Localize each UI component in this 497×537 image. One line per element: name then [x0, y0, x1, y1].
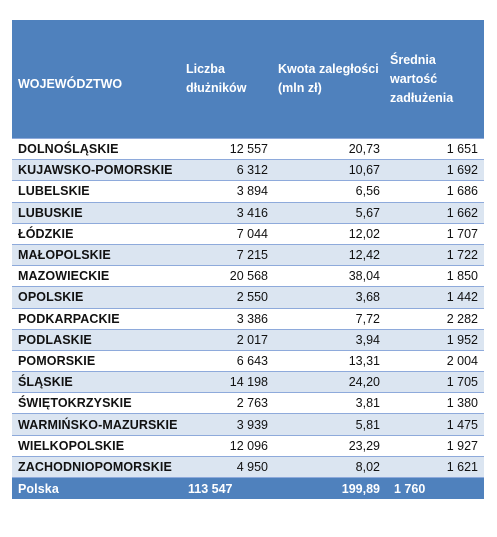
voivodeship-name: LUBUSKIE	[12, 202, 182, 223]
debtor-count: 3 416	[182, 202, 274, 223]
total-debtor-count: 113 547	[182, 478, 274, 500]
arrears-amount: 3,94	[274, 329, 386, 350]
arrears-amount: 8,02	[274, 456, 386, 477]
average-debt: 1 651	[386, 139, 484, 160]
table-row	[12, 160, 484, 181]
debtor-count: 12 557	[182, 139, 274, 160]
arrears-amount: 3,81	[274, 393, 386, 414]
voivodeship-name: WIELKOPOLSKIE	[12, 435, 182, 456]
debtor-count: 7 044	[182, 223, 274, 244]
table-row	[12, 202, 484, 223]
voivodeship-name: LUBELSKIE	[12, 181, 182, 202]
table-row	[12, 414, 484, 435]
column-header-average-debt	[386, 20, 484, 139]
column-header-label: Liczba dłużników	[186, 62, 247, 95]
voivodeship-name: MAŁOPOLSKIE	[12, 244, 182, 265]
total-row	[12, 478, 484, 500]
voivodeship-name: WARMIŃSKO-MAZURSKIE	[12, 414, 182, 435]
average-debt: 2 004	[386, 350, 484, 371]
table-row	[12, 139, 484, 160]
table-row	[12, 287, 484, 308]
table-row	[12, 308, 484, 329]
column-header-debtor-count	[182, 20, 274, 139]
average-debt: 1 952	[386, 329, 484, 350]
debtor-count: 3 894	[182, 181, 274, 202]
debtor-count: 2 017	[182, 329, 274, 350]
total-average-debt: 1 760	[386, 478, 484, 500]
voivodeship-name: KUJAWSKO-POMORSKIE	[12, 160, 182, 181]
arrears-amount: 7,72	[274, 308, 386, 329]
debtor-count: 3 386	[182, 308, 274, 329]
arrears-amount: 38,04	[274, 266, 386, 287]
debtor-count: 2 763	[182, 393, 274, 414]
average-debt: 1 686	[386, 181, 484, 202]
table-row	[12, 329, 484, 350]
table-row	[12, 372, 484, 393]
table-row	[12, 393, 484, 414]
table-body	[12, 139, 484, 478]
column-header-label: WOJEWÓDZTWO	[18, 76, 123, 91]
average-debt: 1 662	[386, 202, 484, 223]
table-row	[12, 266, 484, 287]
average-debt: 1 692	[386, 160, 484, 181]
arrears-amount: 12,02	[274, 223, 386, 244]
arrears-amount: 3,68	[274, 287, 386, 308]
average-debt: 1 850	[386, 266, 484, 287]
column-header-arrears-amount	[274, 20, 386, 139]
table-row	[12, 435, 484, 456]
debtor-count: 2 550	[182, 287, 274, 308]
table-row	[12, 223, 484, 244]
average-debt: 2 282	[386, 308, 484, 329]
arrears-amount: 13,31	[274, 350, 386, 371]
column-header-voivodeship	[12, 20, 182, 139]
voivodeship-name: MAZOWIECKIE	[12, 266, 182, 287]
column-header-label: Średnia wartość zadłużenia	[390, 52, 454, 105]
debtor-count: 20 568	[182, 266, 274, 287]
arrears-amount: 6,56	[274, 181, 386, 202]
voivodeship-name: OPOLSKIE	[12, 287, 182, 308]
arrears-amount: 5,67	[274, 202, 386, 223]
debtor-count: 6 312	[182, 160, 274, 181]
total-label: Polska	[12, 478, 182, 500]
arrears-amount: 20,73	[274, 139, 386, 160]
voivodeship-name: DOLNOŚLĄSKIE	[12, 139, 182, 160]
header-row	[12, 20, 484, 139]
table-row	[12, 350, 484, 371]
arrears-amount: 12,42	[274, 244, 386, 265]
voivodeship-name: PODLASKIE	[12, 329, 182, 350]
average-debt: 1 722	[386, 244, 484, 265]
arrears-amount: 24,20	[274, 372, 386, 393]
average-debt: 1 621	[386, 456, 484, 477]
voivodeship-name: ŁÓDZKIE	[12, 223, 182, 244]
debtor-count: 4 950	[182, 456, 274, 477]
column-header-label: Kwota zaległości (mln zł)	[278, 62, 379, 95]
debtor-count: 7 215	[182, 244, 274, 265]
debtor-count: 6 643	[182, 350, 274, 371]
debt-table-container	[12, 20, 484, 499]
debt-by-voivodeship-table	[12, 20, 484, 499]
voivodeship-name: ŚLĄSKIE	[12, 372, 182, 393]
debtor-count: 12 096	[182, 435, 274, 456]
arrears-amount: 5,81	[274, 414, 386, 435]
average-debt: 1 927	[386, 435, 484, 456]
voivodeship-name: ZACHODNIOPOMORSKIE	[12, 456, 182, 477]
voivodeship-name: PODKARPACKIE	[12, 308, 182, 329]
arrears-amount: 23,29	[274, 435, 386, 456]
average-debt: 1 475	[386, 414, 484, 435]
debtor-count: 14 198	[182, 372, 274, 393]
average-debt: 1 380	[386, 393, 484, 414]
arrears-amount: 10,67	[274, 160, 386, 181]
voivodeship-name: ŚWIĘTOKRZYSKIE	[12, 393, 182, 414]
debtor-count: 3 939	[182, 414, 274, 435]
average-debt: 1 442	[386, 287, 484, 308]
average-debt: 1 707	[386, 223, 484, 244]
table-row	[12, 244, 484, 265]
total-arrears-amount: 199,89	[274, 478, 386, 500]
table-row	[12, 456, 484, 477]
average-debt: 1 705	[386, 372, 484, 393]
table-row	[12, 181, 484, 202]
voivodeship-name: POMORSKIE	[12, 350, 182, 371]
